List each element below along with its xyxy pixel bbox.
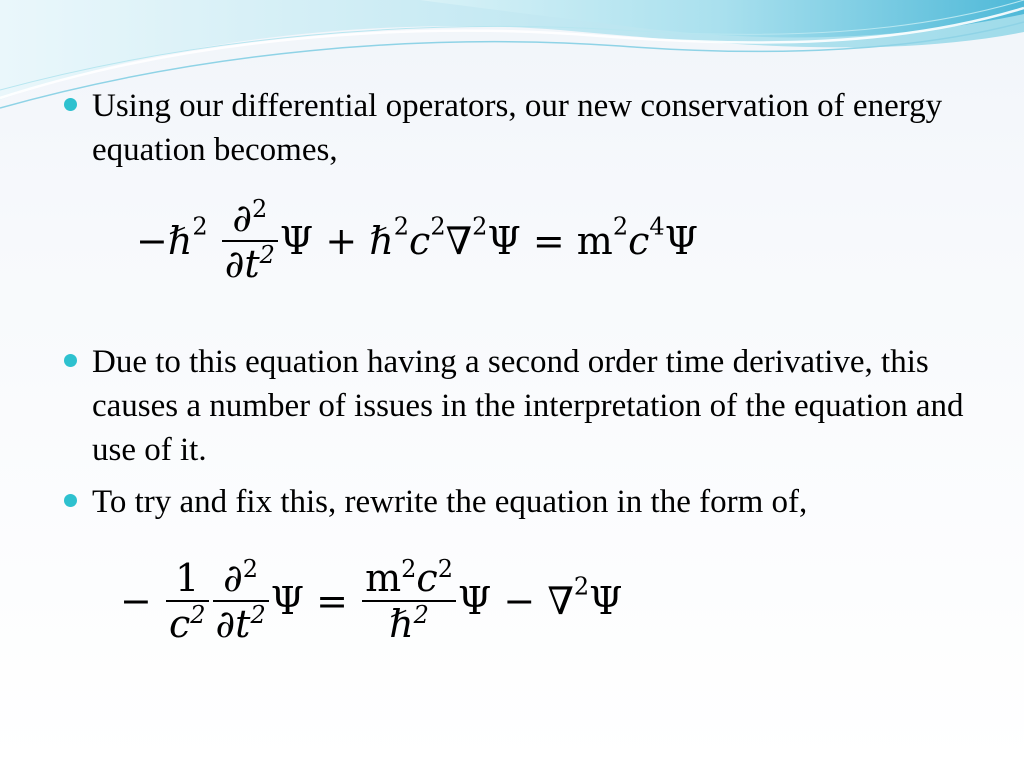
eq2-one-over-c2 xyxy=(166,556,209,646)
eq2-equals: = xyxy=(316,579,348,623)
eq2-hbar-exp: 2 xyxy=(413,601,429,629)
eq1-c: c xyxy=(409,219,431,263)
bullet-dot-icon xyxy=(64,494,77,507)
bullet-dot-icon xyxy=(64,354,77,367)
eq2-m: m xyxy=(365,556,402,600)
eq2-derivative-fraction xyxy=(213,556,269,646)
bullet-text-1: Using our differential operators, our new conservation of energy equation becomes, xyxy=(92,88,943,168)
eq2-nabla: ∇ xyxy=(547,579,574,623)
eq1-psi-2: Ψ xyxy=(487,219,521,263)
eq2-frac3-denominator xyxy=(362,602,456,646)
eq2-frac1-numerator: 1 xyxy=(166,556,209,602)
eq1-m: m xyxy=(576,219,613,263)
bullet-item-1 xyxy=(62,84,982,172)
eq2-c-2: c xyxy=(416,556,438,600)
eq2-dt-exp: 2 xyxy=(250,601,266,629)
bullet-item-2 xyxy=(62,340,982,472)
bullet-text-2: Due to this equation having a second order time derivative, this causes a number of issues in the interpretation of the equation and use of it. xyxy=(92,344,964,468)
eq1-partial: ∂ xyxy=(232,196,252,240)
eq1-nabla-exp: 2 xyxy=(472,212,488,241)
eq1-partial-exp: 2 xyxy=(251,195,268,223)
eq1-dt: ∂t xyxy=(224,242,260,286)
bullet-item-3 xyxy=(62,480,982,524)
eq1-hbar-exp: 2 xyxy=(192,212,208,241)
slide-body-2 xyxy=(62,340,982,524)
eq1-c-exp: 2 xyxy=(430,212,446,241)
eq2-minus-2: − xyxy=(503,579,536,623)
eq2-frac3-numerator xyxy=(362,556,456,602)
eq1-minus: − xyxy=(136,219,168,263)
equation-1 xyxy=(136,196,698,286)
eq2-frac2-numerator xyxy=(213,556,269,602)
eq2-psi-3: Ψ xyxy=(589,579,623,623)
eq1-psi-3: Ψ xyxy=(664,219,699,263)
eq2-psi-1: Ψ xyxy=(270,579,305,623)
eq2-c: c xyxy=(168,602,191,646)
eq1-psi-1: Ψ xyxy=(279,219,314,263)
eq2-dt: ∂t xyxy=(215,602,251,646)
eq1-nabla: ∇ xyxy=(445,219,473,263)
eq2-hbar: ℏ xyxy=(389,602,414,646)
eq2-partial-exp: 2 xyxy=(242,555,259,583)
eq2-partial: ∂ xyxy=(223,556,243,600)
eq1-hbar-2: ℏ xyxy=(369,219,394,263)
eq1-hbar2-exp: 2 xyxy=(393,212,410,241)
bullet-text-3: To try and fix this, rewrite the equation in the form of, xyxy=(92,484,808,520)
eq1-c4-exp: 4 xyxy=(649,212,665,241)
bullet-dot-icon xyxy=(64,98,77,111)
eq1-hbar: ℏ xyxy=(167,219,193,263)
eq2-m-exp: 2 xyxy=(401,555,417,583)
eq2-minus: − xyxy=(120,579,152,623)
equation-2 xyxy=(120,556,623,646)
eq2-frac2-denominator xyxy=(213,602,269,646)
eq2-nabla-exp: 2 xyxy=(573,572,590,601)
slide-body xyxy=(62,84,982,172)
eq2-psi-2: Ψ xyxy=(457,579,492,623)
eq2-mass-fraction xyxy=(362,556,456,646)
eq1-dt-exp: 2 xyxy=(259,241,275,269)
eq1-frac-numerator xyxy=(222,196,278,242)
eq1-frac-denominator xyxy=(222,242,278,286)
eq1-c-2: c xyxy=(628,219,650,263)
eq2-c2-exp: 2 xyxy=(437,555,453,583)
eq2-frac1-denominator xyxy=(166,602,209,646)
eq1-derivative-fraction xyxy=(222,196,278,286)
eq1-equals: = xyxy=(532,219,565,263)
eq2-c-exp: 2 xyxy=(190,601,206,629)
eq1-m-exp: 2 xyxy=(612,212,629,241)
eq1-plus: + xyxy=(325,219,358,263)
